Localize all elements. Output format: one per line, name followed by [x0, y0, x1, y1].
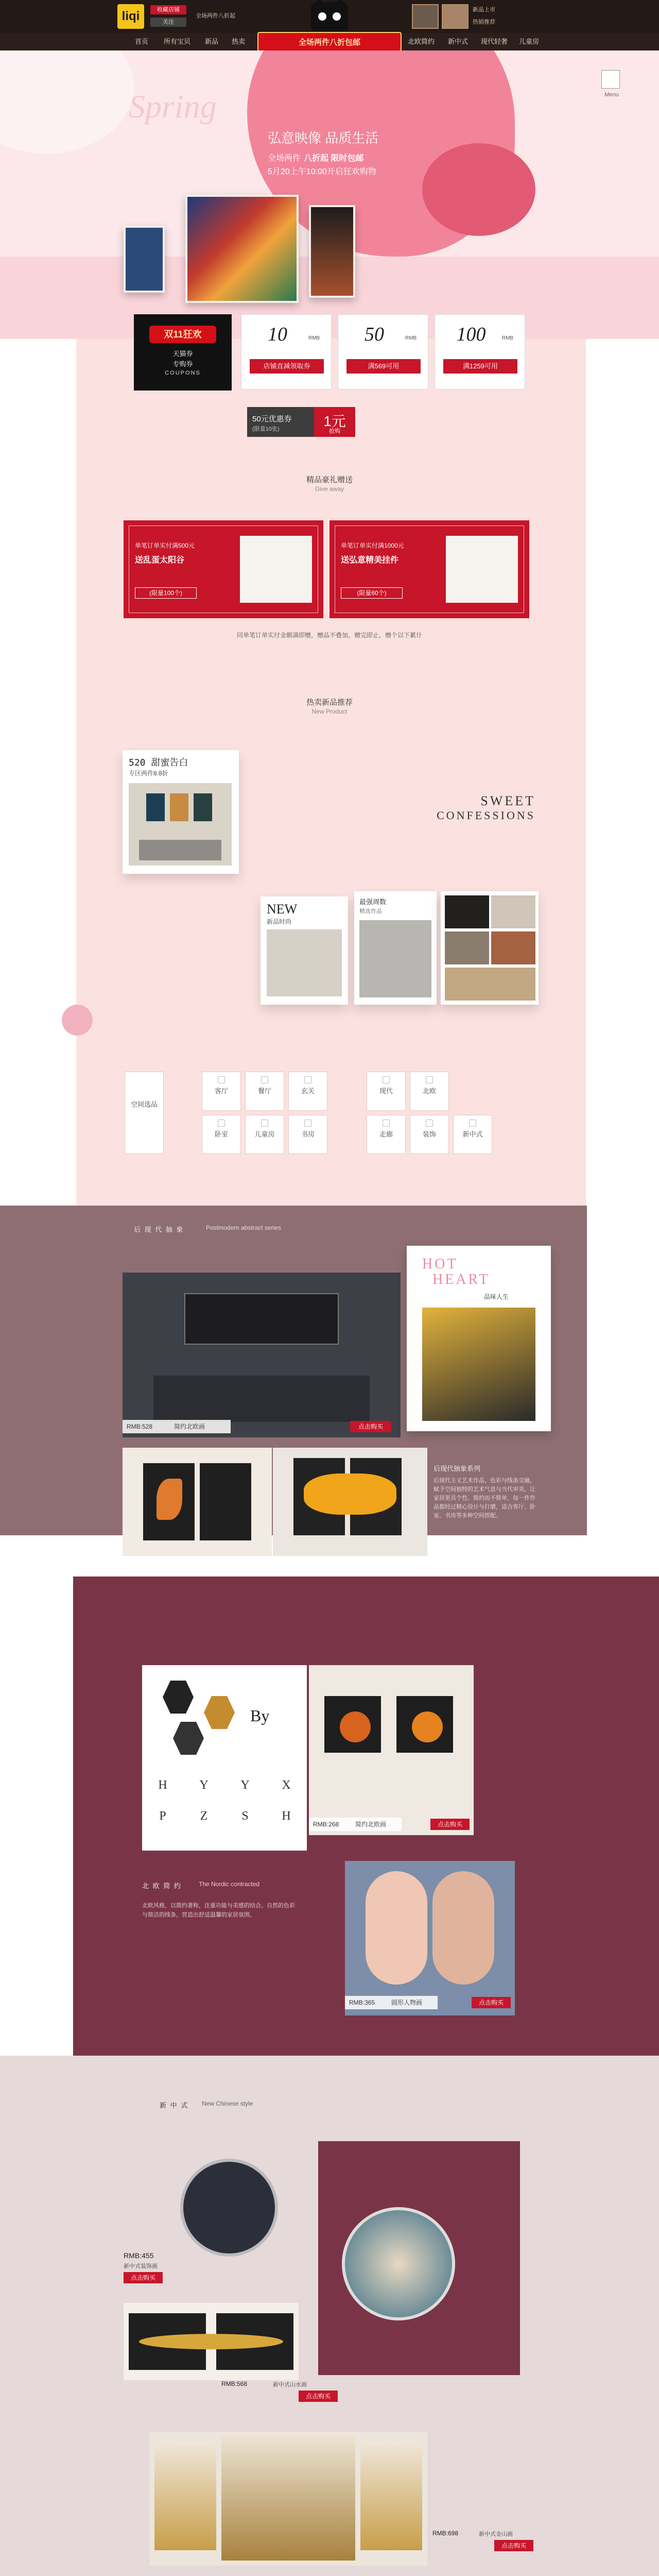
thumb-d[interactable]: [491, 931, 535, 964]
door-icon: [304, 1076, 311, 1083]
chinese-title: 新 中 式: [160, 2102, 189, 2109]
category-cell-chinese[interactable]: 新中式: [453, 1115, 492, 1154]
chinese-feature-art[interactable]: [342, 2207, 455, 2320]
chinese-buy-button-1[interactable]: 点击购买: [124, 2272, 163, 2283]
nav-item-chinese[interactable]: 新中式: [448, 38, 469, 45]
frame-icon: [383, 1076, 390, 1083]
heart-text: HEART: [432, 1272, 490, 1287]
header-link-hot[interactable]: 热销推荐: [473, 19, 495, 25]
follow-button[interactable]: 关注: [150, 18, 186, 27]
gift-title: 精品豪礼赠送: [306, 476, 353, 484]
category-cell-living[interactable]: 客厅: [202, 1072, 241, 1111]
header-link-new[interactable]: 新品上市: [473, 7, 495, 13]
gift-card-1-image: [240, 536, 312, 603]
hero-slogan: 弘意映像 品质生活: [268, 130, 379, 146]
nordic-title: 北 欧 简 约: [142, 1882, 182, 1890]
postmodern-room-image[interactable]: [123, 1273, 401, 1437]
coupon-card-2[interactable]: [338, 314, 428, 389]
thumb-c[interactable]: [445, 931, 489, 964]
coupon-amount: 50: [365, 324, 384, 345]
coupon-badge-line2: 专购券: [172, 360, 193, 368]
chinese-round-art[interactable]: [180, 2159, 278, 2257]
coupon-1yuan-text: 1元: [323, 413, 346, 429]
table-icon: [261, 1076, 268, 1083]
gift-subtitle: Give away: [315, 485, 344, 493]
chinese-golden-art[interactable]: [124, 2303, 299, 2380]
hot-text: HOT: [422, 1256, 458, 1272]
thumb-a[interactable]: [445, 895, 489, 928]
deco-circle: [62, 1005, 93, 1036]
coupon-claim-button-1[interactable]: 店铺直减领取券: [250, 359, 324, 374]
category-cell-nordic[interactable]: 北欧: [410, 1072, 449, 1111]
nordic-desc: 北欧风格，以简约著称，注重功能与美感的结合。自然的色彩与简洁的线条，营造出舒适温馨的家居氛围。: [142, 1903, 295, 1918]
new-products-subtitle: New Product: [311, 708, 348, 715]
confessions-text: CONFESSIONS: [437, 809, 535, 822]
gift-card-1-line1: 单笔订单实付满500元: [135, 542, 195, 549]
hexagon-icon: [204, 1696, 235, 1729]
coupon-unit: RMB: [308, 335, 320, 341]
chinese-price-2-name: 新中式山水画: [273, 2382, 307, 2388]
category-cell-bedroom[interactable]: 卧室: [202, 1115, 241, 1154]
hero-banner: [0, 50, 659, 339]
chinese-buy-button-3[interactable]: 点击购买: [494, 2540, 533, 2551]
gift-card-2-image: [446, 536, 518, 603]
price-1: RMB:528: [123, 1420, 174, 1433]
nav-item-home[interactable]: 首页: [135, 38, 149, 45]
coupon-unit: RMB: [502, 335, 514, 341]
hero-line1-b: 八折起 限时包邮: [304, 154, 364, 163]
nav-item-luxury[interactable]: 现代轻奢: [481, 38, 508, 45]
gift-card-2-note: (限量60个): [341, 587, 403, 599]
top-bar: [0, 0, 659, 33]
coupon-amount: 100: [456, 324, 486, 345]
coupon-50-note: (限量10张): [252, 426, 280, 432]
new-product-block[interactable]: [123, 750, 239, 874]
hero-painting-main[interactable]: [185, 195, 299, 303]
gift-card-1-note: (限量100个): [135, 587, 197, 599]
hexagon-icon: [173, 1722, 204, 1755]
coupon-card-3[interactable]: [435, 314, 525, 389]
coupon-claim-button-2[interactable]: 满569可用: [346, 359, 421, 374]
featured-image: [359, 920, 431, 997]
coupon-unit: RMB: [405, 335, 417, 341]
price-1-name: 简约北欧画: [174, 1420, 231, 1433]
featured-sub: 精选作品: [359, 908, 382, 914]
coupon-50-label: 50元优惠券: [252, 415, 292, 423]
coupon-card-1[interactable]: [241, 314, 332, 389]
new-label: NEW: [267, 902, 298, 917]
letter: H: [282, 1809, 291, 1823]
letter: X: [282, 1778, 291, 1792]
letter: H: [158, 1778, 167, 1792]
hero-side-menu-icon[interactable]: [601, 70, 620, 89]
hero-painting-portrait[interactable]: [309, 205, 355, 298]
gift-card-1[interactable]: [124, 520, 323, 618]
nordic-room-image[interactable]: [309, 1665, 474, 1835]
coupon-badge-title: 双11狂欢: [149, 326, 216, 343]
bed-icon: [218, 1120, 225, 1127]
chinese-price-1: RMB:455: [124, 2251, 154, 2260]
hero-blob-light: [0, 50, 134, 154]
coupon-1yuan-box[interactable]: [314, 407, 355, 437]
coupon-1yuan-unit: 抢购: [329, 428, 340, 434]
gift-card-1-line2: 送乱蛋太阳谷: [135, 556, 185, 565]
category-cell-dining[interactable]: 餐厅: [245, 1072, 284, 1111]
lamp-icon: [383, 1120, 390, 1127]
portrait-image: [422, 1308, 535, 1421]
book-icon: [304, 1120, 311, 1127]
header-promo-text: 全场两件八折起: [196, 13, 235, 19]
category-cell-study[interactable]: 书房: [288, 1115, 327, 1154]
featured-title: 最强周数: [359, 898, 387, 906]
category-grid: [125, 1072, 536, 1159]
favorite-shop-button[interactable]: 收藏店铺: [150, 5, 186, 14]
coupon-50-card[interactable]: [247, 407, 355, 437]
nav-item-all[interactable]: 所有宝贝: [164, 38, 191, 45]
nordic-title-en: The Nordic contracted: [199, 1880, 260, 1888]
thumb-b[interactable]: [491, 895, 535, 928]
coupon-badge: [134, 314, 232, 391]
sale-ribbon[interactable]: 全场两件八折包邮: [257, 32, 402, 52]
category-cell-kids[interactable]: 儿童房: [245, 1115, 284, 1154]
hero-painting-small: [124, 226, 165, 293]
postmodern-desc-title: 后现代抽象系列: [433, 1465, 481, 1472]
chinese-price-3: RMB:698: [432, 2530, 459, 2537]
new-arrival-image: [267, 929, 342, 996]
sweet-text: SWEET: [480, 793, 535, 808]
chinese-price-3-name: 新中式金山画: [479, 2531, 513, 2537]
hexagon-icon: [163, 1681, 194, 1714]
nordic-price-1: RMB:268: [309, 1818, 355, 1831]
nav-item-new[interactable]: 新品: [205, 38, 219, 45]
coupon-claim-button-3[interactable]: 满1259可用: [443, 359, 517, 374]
vase-icon: [426, 1120, 433, 1127]
coupon-badge-line1: 天猫券: [172, 350, 193, 358]
nordic-price-2: RMB:365: [345, 1996, 391, 2009]
gift-card-2-line2: 送弘意精美挂件: [341, 556, 399, 565]
coupon-badge-en: COUPONS: [165, 370, 201, 376]
nordic-price-2-name: 圆形人物画: [391, 1996, 438, 2009]
shop-logo[interactable]: liqi: [117, 4, 144, 29]
nav-item-nordic[interactable]: 北欧简约: [408, 38, 435, 45]
featured-thumbs[interactable]: [441, 891, 539, 1005]
letter: Y: [199, 1778, 209, 1792]
chinese-mountain-art[interactable]: [149, 2432, 427, 2566]
chinese-title-en: New Chinese style: [202, 2100, 253, 2107]
nordic-buy-button-2[interactable]: 点击购买: [472, 1997, 511, 2008]
letter: S: [241, 1809, 249, 1823]
category-cell-modern[interactable]: 现代: [367, 1072, 406, 1111]
thumb-e[interactable]: [445, 968, 535, 1001]
category-label: 空间选品: [130, 1100, 158, 1108]
category-cell-space[interactable]: [125, 1072, 164, 1154]
coupon-amount: 10: [268, 324, 287, 345]
hero-spring-text: Spring: [129, 88, 217, 125]
category-cell-entry[interactable]: 玄关: [288, 1072, 327, 1111]
chinese-buy-button-2[interactable]: 点击购买: [299, 2391, 338, 2402]
tmall-cat-icon: [311, 2, 348, 31]
letter: P: [159, 1809, 166, 1823]
nordic-portrait-image[interactable]: [345, 1861, 515, 2015]
gift-card-2-line1: 单笔订单实付满1000元: [341, 542, 404, 549]
portrait-caption: 品味人生: [484, 1293, 509, 1300]
new-arrival-card[interactable]: [261, 896, 348, 1005]
new-product-price-text: 520 甜蜜告白: [129, 757, 188, 768]
nordic-buy-button-1[interactable]: 点击购买: [430, 1819, 470, 1830]
hero-line2: 5月20上午10:00开启狂欢购物: [268, 167, 376, 176]
hero-line1-a: 全场两件: [268, 154, 301, 163]
chinese-price-1-name: 新中式装饰画: [124, 2263, 158, 2269]
new-product-note: 专区两件8.8折: [129, 770, 168, 777]
category-cell-deco[interactable]: 装饰: [410, 1115, 449, 1154]
sofa-icon: [218, 1076, 225, 1083]
nav-item-kids[interactable]: 儿童房: [519, 38, 540, 45]
hero-side-label: Menu: [604, 92, 619, 98]
chinese-price-2: RMB:568: [221, 2380, 248, 2387]
star-icon: [261, 1120, 268, 1127]
buy-button-1[interactable]: 点击购买: [350, 1421, 391, 1432]
postmodern-desc: 后现代主义艺术作品，色彩与线条交融，赋予空间独特的艺术气息与当代审美，让家居更具个性。简约而不简单，每一件作品都经过精心设计与打磨，适合客厅、卧室、书房等多种空间搭配。: [433, 1478, 535, 1519]
leaf-icon: [426, 1076, 433, 1083]
category-cell-corridor[interactable]: 走廊: [367, 1115, 406, 1154]
hero-blob-dark: [422, 143, 535, 236]
header-thumb-2[interactable]: [442, 4, 469, 29]
letter: Y: [240, 1778, 250, 1792]
fan-icon: [469, 1120, 476, 1127]
featured-card[interactable]: [354, 891, 437, 1005]
header-thumb-1[interactable]: [412, 4, 439, 29]
letter: Z: [200, 1809, 208, 1823]
by-text: By: [250, 1706, 270, 1725]
nav-item-hot[interactable]: 热卖: [232, 38, 246, 45]
new-sublabel: 新品时尚: [267, 918, 292, 925]
gift-footnote: 同单笔订单实付金额满即赠，赠品不叠加，赠完即止，赠个以下累计: [236, 632, 422, 639]
postmodern-title-en: Postmodern abstract series: [206, 1224, 282, 1231]
hot-heart-card[interactable]: [407, 1246, 551, 1431]
nordic-logo-card: [142, 1665, 307, 1851]
nordic-price-1-name: 简约北欧画: [355, 1818, 402, 1831]
postmodern-title: 后 现 代 抽 象: [134, 1226, 184, 1233]
gift-card-2[interactable]: [330, 520, 529, 618]
new-product-room-image: [129, 783, 232, 866]
new-products-title: 热卖新品推荐: [306, 698, 353, 707]
